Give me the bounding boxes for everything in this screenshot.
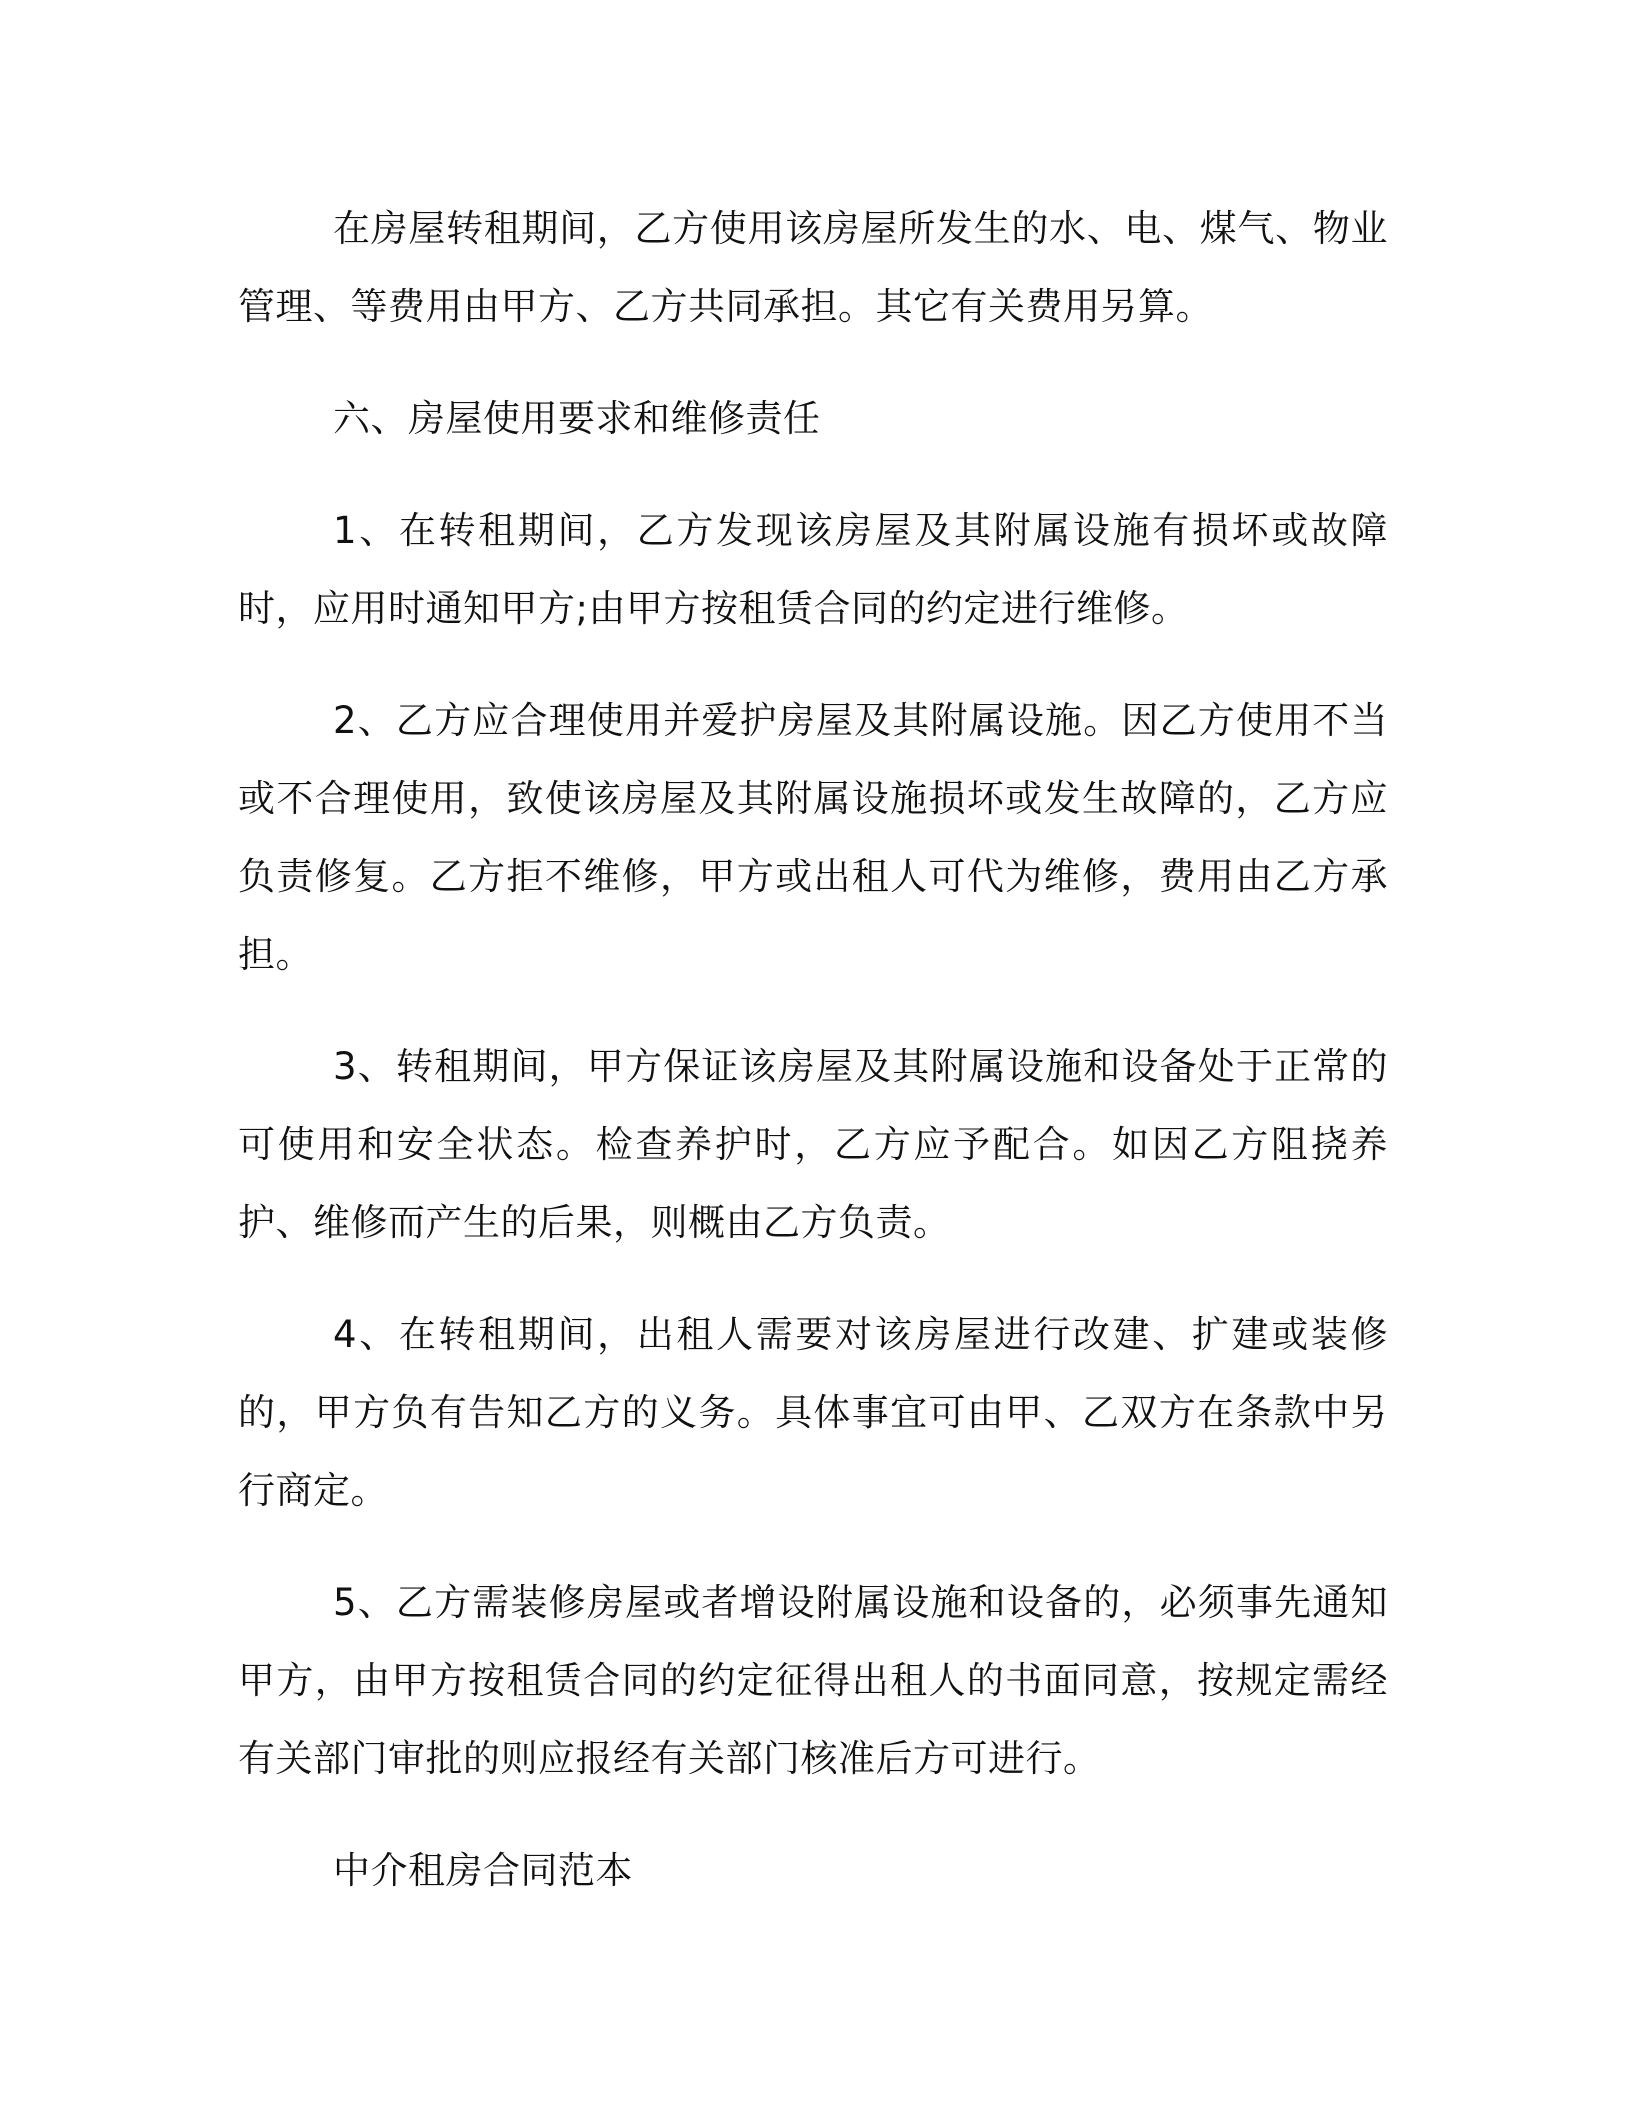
section-heading-usage-maintenance: 六、房屋使用要求和维修责任 (333, 397, 821, 440)
clause-1: 1、在转租期间，乙方发现该房屋及其附属设施有损坏或故障时，应用时通知甲方;由甲方按租赁合同的约定进行维修。 (238, 509, 1388, 630)
document-body (238, 190, 1388, 1944)
paragraph-utility-fees: 在房屋转租期间，乙方使用该房屋所发生的水、电、煤气、物业管理、等费用由甲方、乙方共同承担。其它有关费用另算。 (238, 207, 1388, 328)
clause-3: 3、转租期间，甲方保证该房屋及其附属设施和设备处于正常的可使用和安全状态。检查养护时，乙方应予配合。如因乙方阻挠养护、维修而产生的后果，则概由乙方负责。 (238, 1045, 1388, 1244)
clause-5: 5、乙方需装修房屋或者增设附属设施和设备的，必须事先通知甲方，由甲方按租赁合同的约定征得出租人的书面同意，按规定需经有关部门审批的则应报经有关部门核准后方可进行。 (238, 1581, 1388, 1780)
clause-4: 4、在转租期间，出租人需要对该房屋进行改建、扩建或装修的，甲方负有告知乙方的义务。具体事宜可由甲、乙双方在条款中另行商定。 (238, 1313, 1388, 1512)
template-title: 中介租房合同范本 (333, 1849, 633, 1892)
clause-2: 2、乙方应合理使用并爱护房屋及其附属设施。因乙方使用不当或不合理使用，致使该房屋及其附属设施损坏或发生故障的，乙方应负责修复。乙方拒不维修，甲方或出租人可代为维修，费用由乙方承担。 (238, 699, 1388, 976)
